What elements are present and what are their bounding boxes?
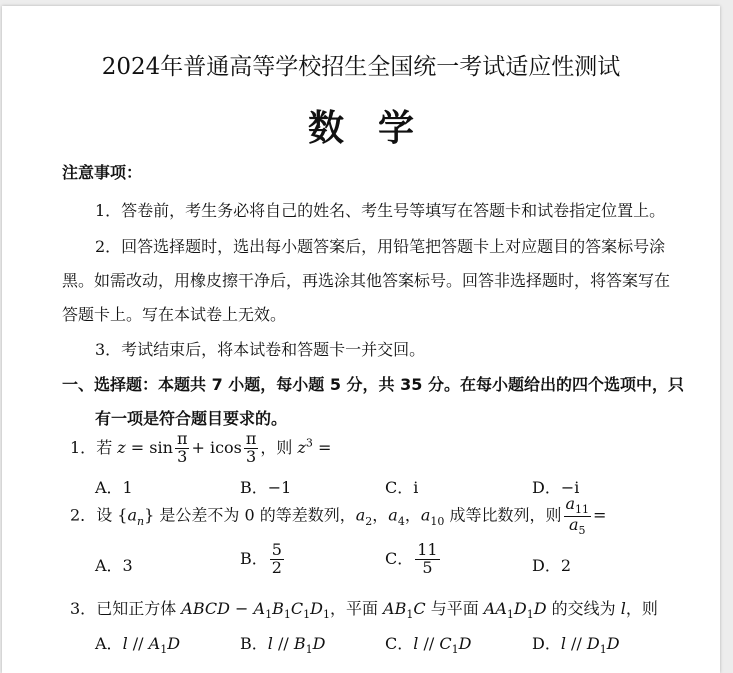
- question-1-option-b: B．−1: [240, 478, 292, 497]
- question-2-option-c-denominator: 5: [422, 557, 433, 577]
- question-2-option-c-numerator: 11: [417, 540, 438, 559]
- question-1-option-d: D．−i: [532, 478, 580, 497]
- question-2-option-b-numerator: 5: [271, 540, 282, 559]
- question-3-option-a-label: A．: [95, 634, 123, 653]
- question-2-option-b-label: B．: [240, 548, 268, 568]
- section-1-heading-line-1: 一、选择题：本题共 7 小题，每小题 5 分，共 35 分。在每小题给出的四个选项中，只: [62, 375, 684, 394]
- notice-item-1: 1．答卷前，考生务必将自己的姓名、考生号等填写在答题卡和试卷指定位置上。: [95, 201, 666, 220]
- question-3-option-a: A．l // $A_1D$: [95, 634, 181, 657]
- notice-heading: 注意事项：: [62, 163, 143, 182]
- question-2: 2．设 $\{a_n\}$ 是公差不为 0 的等差数列，$a_2$，$a_4$，$a_{10}$ 成等比数列，则 $\frac{a_{11}}{a_5}$ =: [70, 494, 607, 537]
- question-3-option-c-label: C．: [385, 634, 414, 653]
- question-1-option-c: C．i: [385, 478, 419, 497]
- question-3-number: 3．: [70, 599, 97, 618]
- subject-title: 数学: [307, 107, 448, 149]
- question-3-option-d: D．l // $D_1D$: [532, 634, 620, 657]
- question-3-option-d-label: D．: [532, 634, 561, 653]
- question-1-number: 1．: [70, 437, 97, 457]
- question-1-option-a: A．1: [95, 478, 133, 497]
- question-3-option-b-label: B．: [240, 634, 268, 653]
- notice-item-2-line-2: 黑。如需改动，用橡皮擦干净后，再选涂其他答案标号。回答非选择题时，将答案写在: [62, 271, 671, 290]
- question-2-option-c-label: C．: [385, 548, 414, 568]
- question-2-option-a: A．3: [95, 556, 133, 575]
- question-2-option-b-denominator: 2: [271, 557, 282, 577]
- question-2-option-b: [240, 542, 286, 577]
- section-1-heading-line-2: 有一项是符合题目要求的。: [95, 409, 288, 428]
- question-2-option-d: D．2: [532, 556, 572, 575]
- notice-item-2-line-3: 答题卡上。写在本试卷上无效。: [62, 305, 287, 324]
- exam-title: 2024年普通高等学校招生全国统一考试适应性测试: [101, 54, 621, 80]
- notice-item-2-line-1: 2．回答选择题时，选出每小题答案后，用铅笔把答题卡上对应题目的答案标号涂: [95, 237, 666, 256]
- notice-item-3: 3．考试结束后，将本试卷和答题卡一并交回。: [95, 340, 426, 359]
- question-2-option-c: [385, 542, 442, 577]
- question-3-option-b: B．l // $B_1D$: [240, 634, 326, 657]
- question-3-option-c: C．l // $C_1D$: [385, 634, 472, 657]
- question-3: 3．已知正方体 ABCD − $A_1B_1C_1D_1$，平面 $AB_1C$ 与平面 $AA_1D_1D$ 的交线为 l，则: [70, 599, 658, 622]
- question-1: 1．若 z = sin $\frac{\pi}{3}$ + icos $\frac{\pi}{3}$ ，则 $z^3$ =: [70, 429, 332, 466]
- exam-page: [2, 6, 720, 673]
- question-2-number: 2．: [70, 505, 97, 525]
